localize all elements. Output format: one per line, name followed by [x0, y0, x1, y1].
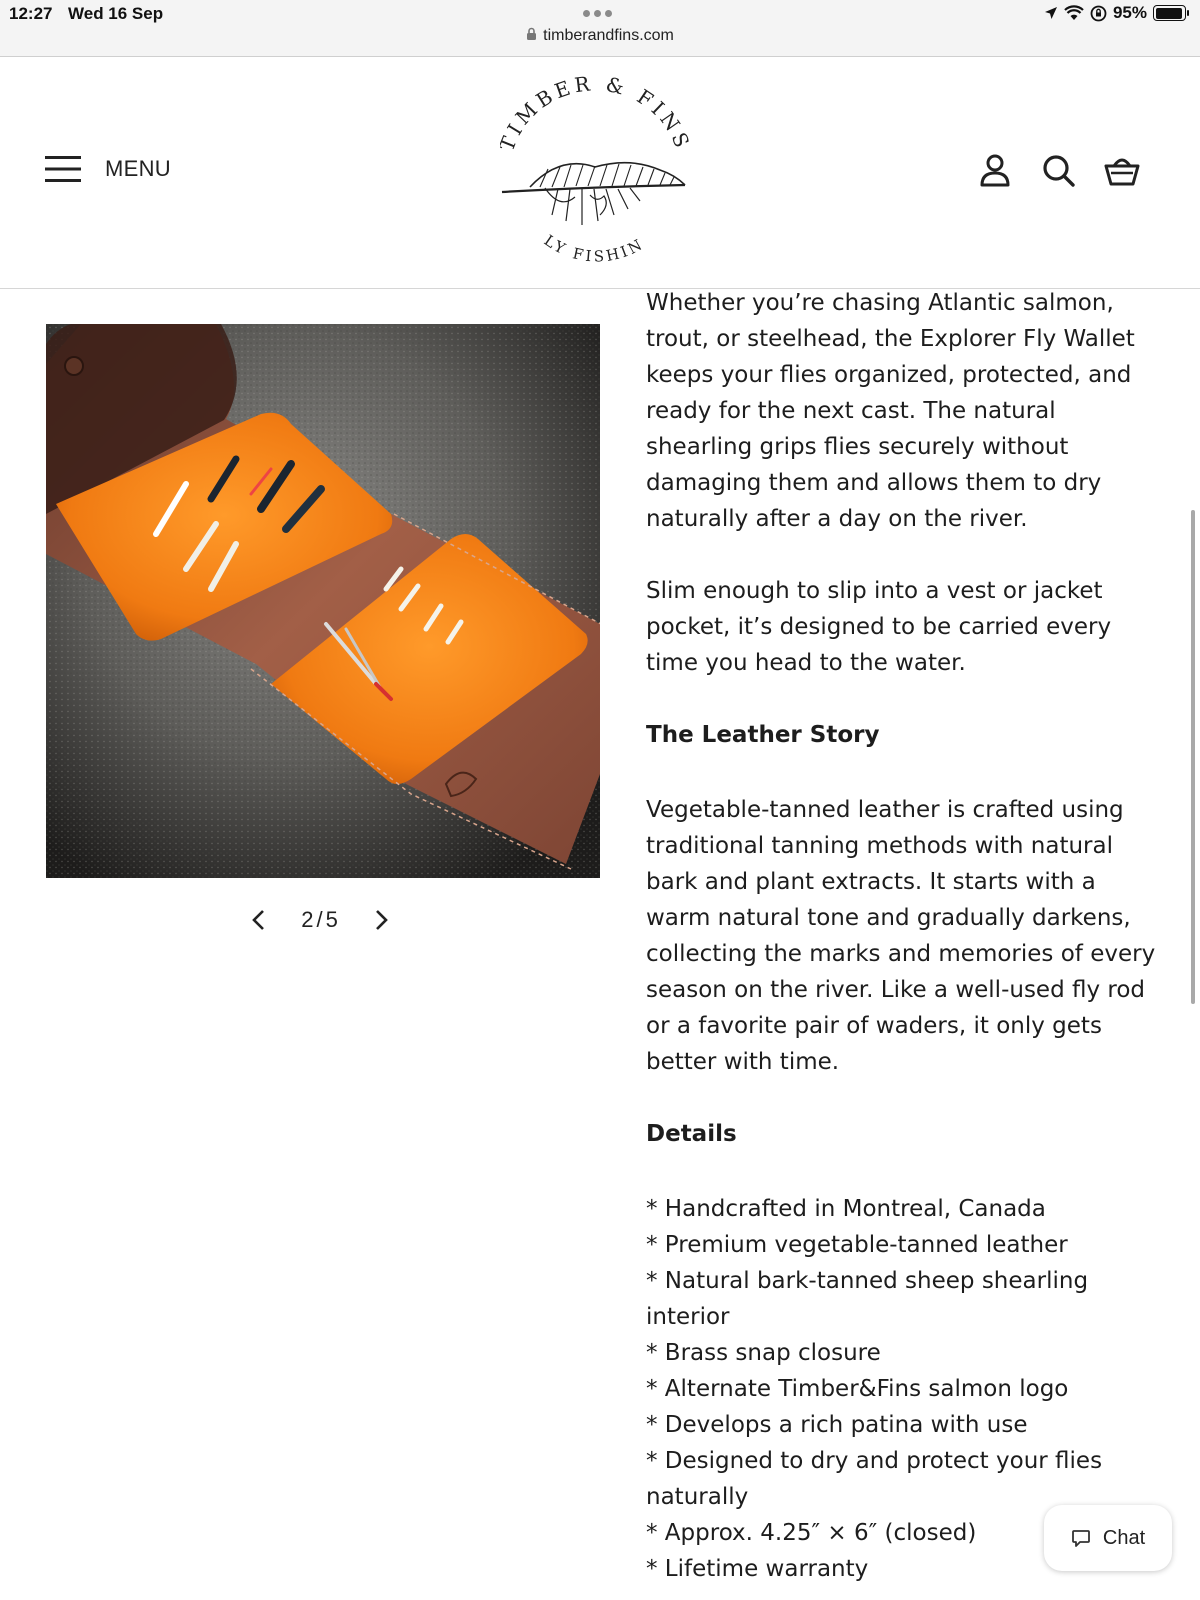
details-list-item: * Approx. 4.25″ × 6″ (closed) [646, 1520, 977, 1546]
chat-label: Chat [1102, 1526, 1146, 1549]
hamburger-icon [45, 155, 81, 183]
product-description [646, 285, 1156, 1587]
menu-label: MENU [105, 156, 171, 181]
chevron-left-icon [251, 909, 265, 931]
gallery-navigation [240, 900, 400, 940]
svg-text:TIMBER & FINS [500, 75, 696, 154]
lock-icon [526, 27, 537, 41]
details-heading: Details [646, 1121, 737, 1147]
orientation-lock-icon [1090, 5, 1107, 22]
status-indicators [1044, 3, 1186, 23]
page-scrollbar[interactable] [1191, 510, 1195, 1004]
slim-paragraph: Slim enough to slip into a vest or jacket pocket, it’s designed to be carried every time you head to the water. [646, 578, 1112, 676]
site-logo[interactable] [500, 75, 700, 279]
site-header [0, 57, 1200, 289]
cart-icon[interactable] [1104, 152, 1140, 188]
details-list-item: * Designed to dry and protect your flies naturally [646, 1448, 1103, 1510]
battery-icon [1153, 5, 1186, 21]
status-time: 12:27 [9, 4, 53, 23]
details-list-item: * Develops a rich patina with use [646, 1412, 1028, 1438]
gallery-separator: / [316, 907, 324, 932]
details-list-item: * Brass snap closure [646, 1340, 881, 1366]
chat-button[interactable] [1044, 1505, 1172, 1571]
leather-story-heading: The Leather Story [646, 722, 880, 748]
gallery-total: 5 [325, 907, 339, 932]
gallery-next-button[interactable] [364, 902, 400, 938]
menu-button[interactable] [45, 155, 171, 183]
wifi-icon [1064, 5, 1084, 21]
browser-status-bar [0, 0, 1200, 57]
logo-top-text: IMBER & FINS [502, 75, 696, 155]
url-text: timberandfins.com [543, 27, 674, 44]
chat-bubble-icon [1071, 1528, 1091, 1548]
details-list-item: * Handcrafted in Montreal, Canada [646, 1196, 1046, 1222]
intro-paragraph: Whether you’re chasing Atlantic salmon, trout, or steelhead, the Explorer Fly Wallet keeps your flies organized, protected, and ready for the next cast. The natural shearling grips flies securely without damaging them and allows them to dry naturally after a day on the river. [646, 290, 1135, 532]
address-bar[interactable] [0, 27, 1200, 45]
logo-bottom-text: LY FISHIN [540, 231, 648, 266]
status-date: Wed 16 Sep [68, 4, 164, 23]
feather-fish-emblem [502, 163, 685, 225]
details-list-item: * Natural bark-tanned sheep shearling interior [646, 1268, 1089, 1330]
gallery-previous-button[interactable] [240, 902, 276, 938]
chevron-right-icon [375, 909, 389, 931]
details-list-item: * Lifetime warranty [646, 1556, 869, 1582]
product-image[interactable] [46, 324, 600, 878]
gallery-counter [301, 907, 339, 933]
details-list-item: * Premium vegetable-tanned leather [646, 1232, 1068, 1258]
gallery-current: 2 [301, 907, 315, 932]
details-list-item: * Alternate Timber&Fins salmon logo [646, 1376, 1069, 1402]
account-icon[interactable] [977, 152, 1013, 188]
leather-paragraph: Vegetable-tanned leather is crafted using traditional tanning methods with natural bark and plant extracts. It starts with a warm natural tone and gradually darkens, collecting the marks and memories of every season on the river. Like a well-used fly rod or a favorite pair of waders, it only gets better with time. [646, 797, 1156, 1075]
location-arrow-icon [1044, 6, 1058, 20]
battery-percent: 95% [1112, 3, 1147, 22]
multitasking-dots-icon[interactable] [583, 10, 612, 17]
search-icon[interactable] [1040, 152, 1076, 188]
